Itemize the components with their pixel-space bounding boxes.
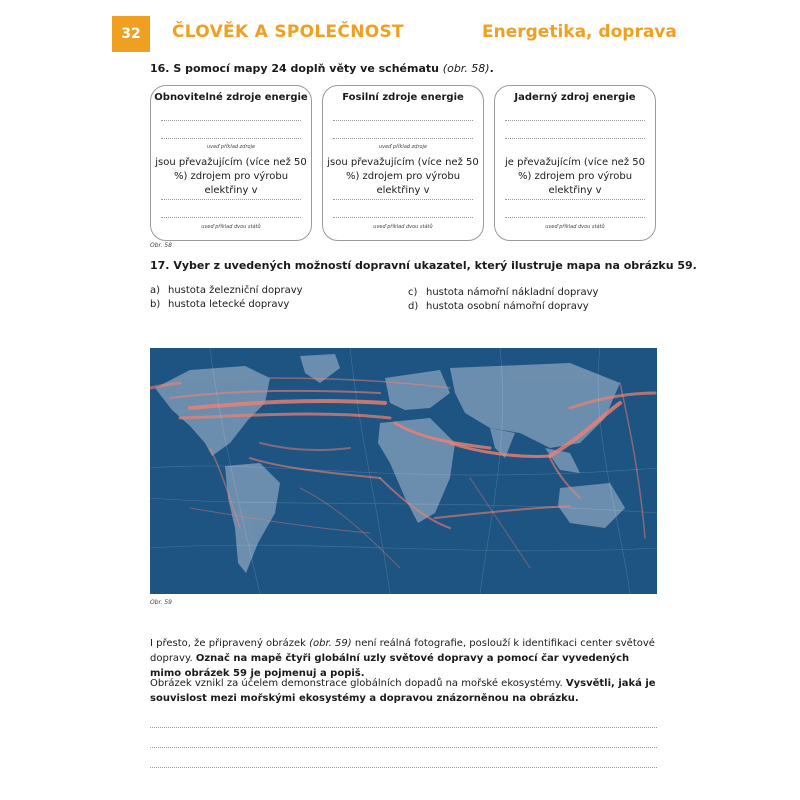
hint: uveď příklad zdroje bbox=[378, 144, 428, 150]
figure-caption: Obr. 59 bbox=[150, 599, 172, 606]
hint: uveď příklad dvou států bbox=[545, 224, 605, 230]
option-letter: d) bbox=[408, 301, 419, 312]
chapter-title: ČLOVĚK A SPOLEČNOST bbox=[172, 22, 404, 42]
option-text: hustota letecké dopravy bbox=[168, 299, 290, 310]
answer-line[interactable] bbox=[505, 217, 645, 218]
answer-line[interactable] bbox=[150, 767, 657, 768]
figure-caption: Obr. 58 bbox=[150, 242, 172, 249]
answer-line[interactable] bbox=[333, 217, 473, 218]
option-letter: b) bbox=[150, 299, 161, 310]
answer-line[interactable] bbox=[161, 217, 301, 218]
shipping-routes-map bbox=[150, 348, 657, 594]
paragraph-task-2: Obrázek vznikl za účelem demonstrace globálních dopadů na mořské ekosystémy. Vysvětli, jaká je souvislost mezi mořskými ekosystémy a dopravou znázorněnou na obrázku. bbox=[150, 678, 656, 704]
box-text: je převažujícím (více než 50 %) zdrojem pro výrobu elektřiny v bbox=[505, 157, 645, 196]
hint: uveď příklad dvou států bbox=[201, 224, 261, 230]
page-number: 32 bbox=[112, 16, 150, 52]
option-letter: c) bbox=[408, 287, 418, 298]
box-text: jsou převažujícím (více než 50 %) zdrojem pro výrobu elektřiny v bbox=[327, 157, 479, 196]
option-letter: a) bbox=[150, 285, 161, 296]
answer-line[interactable] bbox=[505, 138, 645, 139]
section-title: Energetika, doprava bbox=[482, 22, 677, 42]
option-text: hustota osobní námořní dopravy bbox=[426, 301, 589, 312]
question-17: 17. Vyber z uvedených možností dopravní ukazatel, který ilustruje mapa na obrázku 59. bbox=[150, 259, 697, 272]
answer-line[interactable] bbox=[161, 199, 301, 200]
hint: uveď příklad dvou států bbox=[373, 224, 433, 230]
option-c[interactable] bbox=[408, 287, 598, 298]
box-title: Obnovitelné zdroje energie bbox=[154, 92, 308, 103]
question-16: 16. S pomocí mapy 24 doplň věty ve schématu (obr. 58). bbox=[150, 62, 494, 75]
option-d[interactable] bbox=[408, 301, 589, 312]
answer-line[interactable] bbox=[150, 747, 657, 748]
box-fossil bbox=[322, 85, 484, 241]
answer-line[interactable] bbox=[161, 120, 301, 121]
world-map-image bbox=[150, 348, 657, 594]
box-renewable bbox=[150, 85, 312, 241]
box-title: Jaderný zdroj energie bbox=[514, 92, 636, 103]
option-text: hustota námořní nákladní dopravy bbox=[426, 287, 599, 298]
answer-line[interactable] bbox=[505, 199, 645, 200]
box-title: Fosilní zdroje energie bbox=[342, 92, 464, 103]
answer-line[interactable] bbox=[161, 138, 301, 139]
option-text: hustota železniční dopravy bbox=[168, 285, 303, 296]
answer-line[interactable] bbox=[333, 138, 473, 139]
paragraph-task-1: I přesto, že připravený obrázek (obr. 59) není reálná fotografie, poslouží k identifikaci center světové dopravy. Označ na mapě čtyři globální uzly světové dopravy a pomocí čar vyvedených mimo obrázek 59 je pojmenuj a popiš. bbox=[150, 638, 655, 679]
answer-line[interactable] bbox=[333, 120, 473, 121]
answer-line[interactable] bbox=[333, 199, 473, 200]
answer-line[interactable] bbox=[150, 727, 657, 728]
box-text: jsou převažujícím (více než 50 %) zdrojem pro výrobu elektřiny v bbox=[155, 157, 307, 196]
box-nuclear bbox=[494, 85, 656, 241]
option-b[interactable] bbox=[150, 299, 289, 310]
answer-line[interactable] bbox=[505, 120, 645, 121]
hint: uveď příklad zdroje bbox=[206, 144, 256, 150]
option-a[interactable] bbox=[150, 285, 303, 296]
